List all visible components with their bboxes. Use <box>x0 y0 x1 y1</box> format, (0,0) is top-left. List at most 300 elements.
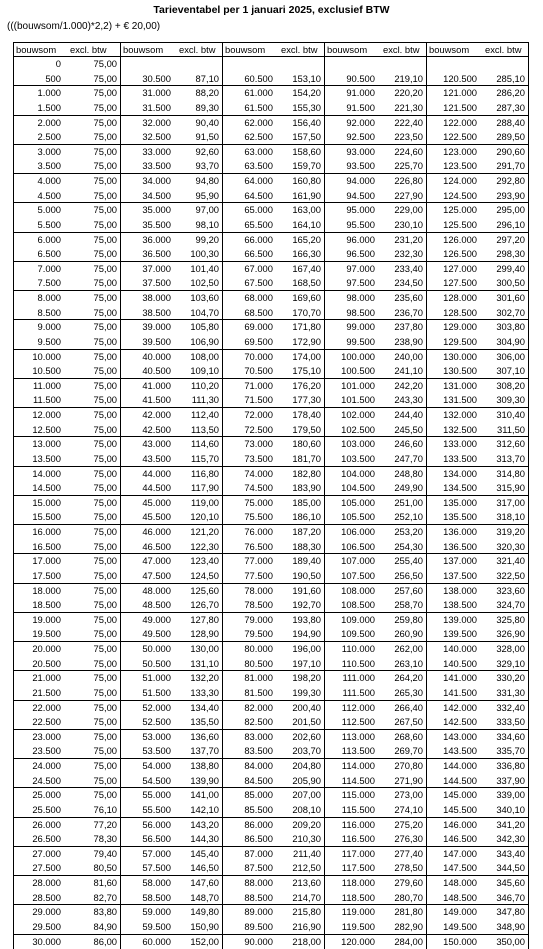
cell-bouwsom: 145.000 <box>427 788 480 803</box>
cell-excl-btw: 226,80 <box>378 174 426 189</box>
table-row <box>14 393 120 408</box>
cell-bouwsom: 6.500 <box>14 247 64 261</box>
cell-bouwsom: 22.500 <box>14 715 64 729</box>
cell-bouwsom: 91.000 <box>325 86 378 101</box>
cell-excl-btw: 95,90 <box>174 189 222 203</box>
table-row <box>223 525 324 540</box>
cell-bouwsom: 1.000 <box>14 86 64 101</box>
cell-excl-btw: 75,00 <box>64 116 120 131</box>
table-row <box>223 350 324 365</box>
cell-excl-btw: 79,40 <box>64 847 120 862</box>
table-row <box>223 408 324 423</box>
column-header <box>14 43 120 57</box>
table-row <box>325 861 426 876</box>
cell-bouwsom: 59.000 <box>121 905 174 920</box>
table-row <box>427 262 528 277</box>
table-row <box>427 452 528 467</box>
table-row <box>427 701 528 716</box>
cell-excl-btw: 307,10 <box>480 364 528 378</box>
cell-excl-btw: 279,60 <box>378 876 426 891</box>
cell-excl-btw: 75,00 <box>64 627 120 641</box>
column-rows <box>427 57 528 949</box>
table-row <box>14 876 120 891</box>
table-row <box>427 803 528 818</box>
cell-bouwsom: 140.000 <box>427 642 480 657</box>
cell-excl-btw: 256,50 <box>378 569 426 583</box>
cell-bouwsom: 25.500 <box>14 803 64 817</box>
column-rows <box>325 57 426 949</box>
header-bouwsom: bouwsom <box>223 43 279 56</box>
cell-bouwsom: 8.500 <box>14 306 64 320</box>
cell-excl-btw: 75,00 <box>64 408 120 423</box>
cell-excl-btw: 75,00 <box>64 569 120 583</box>
cell-bouwsom: 31.500 <box>121 101 174 115</box>
cell-bouwsom: 143.500 <box>427 744 480 758</box>
table-row <box>223 218 324 233</box>
cell-bouwsom: 98.000 <box>325 291 378 306</box>
table-row <box>427 350 528 365</box>
table-row <box>121 686 222 701</box>
table-row <box>223 876 324 891</box>
cell-bouwsom: 142.500 <box>427 715 480 729</box>
cell-bouwsom: 17.500 <box>14 569 64 583</box>
table-row <box>121 671 222 686</box>
cell-bouwsom: 98.500 <box>325 306 378 320</box>
cell-bouwsom: 33.000 <box>121 145 174 160</box>
cell-bouwsom: 94.000 <box>325 174 378 189</box>
cell-excl-btw: 302,70 <box>480 306 528 320</box>
cell-excl-btw: 229,00 <box>378 203 426 218</box>
table-row <box>121 174 222 189</box>
cell-excl-btw: 209,20 <box>276 818 324 833</box>
cell-excl-btw: 75,00 <box>64 774 120 788</box>
cell-excl-btw: 75,00 <box>64 364 120 378</box>
cell-excl-btw: 94,80 <box>174 174 222 189</box>
cell-excl-btw: 99,20 <box>174 233 222 248</box>
table-row <box>427 730 528 745</box>
cell-bouwsom: 139.500 <box>427 627 480 641</box>
cell-bouwsom: 24.500 <box>14 774 64 788</box>
cell-excl-btw: 163,00 <box>276 203 324 218</box>
cell-excl-btw: 122,30 <box>174 540 222 554</box>
table-row <box>325 320 426 335</box>
table-row <box>223 861 324 876</box>
table-row <box>427 584 528 599</box>
cell-excl-btw: 112,40 <box>174 408 222 423</box>
cell-excl-btw: 277,40 <box>378 847 426 862</box>
cell-bouwsom: 74.500 <box>223 481 276 495</box>
table-row <box>14 116 120 131</box>
table-row <box>223 320 324 335</box>
cell-excl-btw: 108,00 <box>174 350 222 365</box>
cell-excl-btw: 93,70 <box>174 159 222 173</box>
cell-bouwsom: 67.500 <box>223 276 276 290</box>
cell-bouwsom: 7.500 <box>14 276 64 290</box>
cell-excl-btw: 91,50 <box>174 130 222 144</box>
table-row <box>121 598 222 613</box>
cell-excl-btw: 223,50 <box>378 130 426 144</box>
table-row <box>325 393 426 408</box>
cell-excl-btw: 234,50 <box>378 276 426 290</box>
cell-excl-btw: 75,00 <box>64 657 120 671</box>
table-row <box>121 247 222 262</box>
table-row <box>325 57 426 72</box>
table-row <box>14 569 120 584</box>
cell-excl-btw: 221,30 <box>378 101 426 115</box>
cell-excl-btw: 201,50 <box>276 715 324 729</box>
table-row <box>223 832 324 847</box>
cell-bouwsom: 36.500 <box>121 247 174 261</box>
cell-bouwsom: 90.500 <box>325 72 378 86</box>
cell-excl-btw: 75,00 <box>64 525 120 540</box>
cell-bouwsom: 129.500 <box>427 335 480 349</box>
cell-excl-btw: 142,10 <box>174 803 222 817</box>
cell-bouwsom: 60.000 <box>121 935 174 949</box>
table-row <box>223 437 324 452</box>
cell-bouwsom: 133.000 <box>427 437 480 452</box>
cell-excl-btw: 188,30 <box>276 540 324 554</box>
tariff-table <box>13 42 529 949</box>
cell-excl-btw: 347,80 <box>480 905 528 920</box>
cell-excl-btw: 185,00 <box>276 496 324 511</box>
cell-bouwsom: 118.500 <box>325 891 378 905</box>
cell-excl-btw: 343,40 <box>480 847 528 862</box>
cell-bouwsom: 83.500 <box>223 744 276 758</box>
cell-excl-btw: 299,40 <box>480 262 528 277</box>
cell-bouwsom: 2.500 <box>14 130 64 144</box>
cell-bouwsom: 50.500 <box>121 657 174 671</box>
cell-bouwsom: 107.500 <box>325 569 378 583</box>
table-row <box>325 832 426 847</box>
cell-bouwsom: 70.000 <box>223 350 276 365</box>
cell-excl-btw: 75,00 <box>64 554 120 569</box>
table-row <box>121 540 222 555</box>
table-row <box>14 174 120 189</box>
cell-bouwsom: 23.000 <box>14 730 64 745</box>
cell-bouwsom: 32.500 <box>121 130 174 144</box>
cell-excl-btw: 240,00 <box>378 350 426 365</box>
table-row <box>325 174 426 189</box>
cell-excl-btw: 181,70 <box>276 452 324 466</box>
cell-bouwsom: 54.500 <box>121 774 174 788</box>
cell-excl-btw: 284,00 <box>378 935 426 949</box>
cell-excl-btw: 124,50 <box>174 569 222 583</box>
cell-excl-btw: 227,90 <box>378 189 426 203</box>
table-row <box>427 393 528 408</box>
cell-excl-btw: 111,30 <box>174 393 222 407</box>
table-row <box>14 540 120 555</box>
table-row <box>427 525 528 540</box>
cell-excl-btw: 97,00 <box>174 203 222 218</box>
table-row <box>427 686 528 701</box>
table-row <box>14 613 120 628</box>
table-row <box>325 876 426 891</box>
cell-bouwsom: 20.500 <box>14 657 64 671</box>
table-row <box>14 701 120 716</box>
cell-bouwsom: 77.000 <box>223 554 276 569</box>
cell-excl-btw: 130,00 <box>174 642 222 657</box>
table-row <box>14 452 120 467</box>
table-row <box>325 247 426 262</box>
cell-bouwsom: 90.000 <box>223 935 276 949</box>
table-row <box>121 130 222 145</box>
cell-bouwsom: 25.000 <box>14 788 64 803</box>
table-row <box>223 818 324 833</box>
table-row <box>325 116 426 131</box>
cell-bouwsom: 110.500 <box>325 657 378 671</box>
table-row <box>223 598 324 613</box>
table-row <box>325 920 426 935</box>
cell-excl-btw: 288,40 <box>480 116 528 131</box>
cell-bouwsom: 35.000 <box>121 203 174 218</box>
table-row <box>325 744 426 759</box>
cell-excl-btw: 243,30 <box>378 393 426 407</box>
table-row <box>223 467 324 482</box>
cell-excl-btw: 332,40 <box>480 701 528 716</box>
cell-excl-btw: 75,00 <box>64 613 120 628</box>
header-excl-btw: excl. btw <box>177 43 215 56</box>
table-row <box>14 203 120 218</box>
cell-excl-btw: 116,80 <box>174 467 222 482</box>
header-bouwsom: bouwsom <box>427 43 483 56</box>
cell-bouwsom: 44.000 <box>121 467 174 482</box>
cell-excl-btw: 120,10 <box>174 510 222 524</box>
cell-excl-btw: 75,00 <box>64 262 120 277</box>
cell-bouwsom: 128.000 <box>427 291 480 306</box>
cell-excl-btw: 245,50 <box>378 423 426 437</box>
cell-excl-btw: 253,20 <box>378 525 426 540</box>
cell-excl-btw: 75,00 <box>64 247 120 261</box>
cell-excl-btw: 306,00 <box>480 350 528 365</box>
cell-excl-btw: 136,60 <box>174 730 222 745</box>
table-row <box>121 393 222 408</box>
table-row <box>223 891 324 906</box>
table-column-1 <box>14 43 121 949</box>
cell-bouwsom: 7.000 <box>14 262 64 277</box>
table-row <box>121 145 222 160</box>
table-row <box>325 510 426 525</box>
cell-bouwsom: 82.000 <box>223 701 276 716</box>
cell-bouwsom: 52.500 <box>121 715 174 729</box>
table-row <box>325 657 426 672</box>
table-row <box>121 847 222 862</box>
cell-excl-btw: 75,00 <box>64 481 120 495</box>
table-row <box>325 379 426 394</box>
cell-excl-btw: 75,00 <box>64 276 120 290</box>
cell-bouwsom: 115.000 <box>325 788 378 803</box>
cell-excl-btw: 255,40 <box>378 554 426 569</box>
table-row <box>223 803 324 818</box>
table-row <box>14 72 120 87</box>
cell-excl-btw: 346,70 <box>480 891 528 905</box>
table-row <box>325 350 426 365</box>
cell-excl-btw: 149,80 <box>174 905 222 920</box>
cell-bouwsom: 61.000 <box>223 86 276 101</box>
cell-excl-btw: 87,10 <box>174 72 222 86</box>
table-row <box>121 306 222 321</box>
cell-bouwsom: 91.500 <box>325 101 378 115</box>
cell-excl-btw: 115,70 <box>174 452 222 466</box>
cell-bouwsom: 124.000 <box>427 174 480 189</box>
table-row <box>427 876 528 891</box>
cell-bouwsom: 34.000 <box>121 174 174 189</box>
cell-bouwsom: 61.500 <box>223 101 276 115</box>
cell-excl-btw: 75,00 <box>64 189 120 203</box>
table-row <box>325 496 426 511</box>
cell-bouwsom: 48.000 <box>121 584 174 599</box>
cell-bouwsom: 76.000 <box>223 525 276 540</box>
cell-bouwsom: 33.500 <box>121 159 174 173</box>
cell-bouwsom: 80.000 <box>223 642 276 657</box>
cell-excl-btw: 128,90 <box>174 627 222 641</box>
cell-bouwsom: 103.000 <box>325 437 378 452</box>
cell-bouwsom: 30.000 <box>14 935 64 949</box>
table-row <box>121 291 222 306</box>
cell-excl-btw: 252,10 <box>378 510 426 524</box>
table-row <box>121 481 222 496</box>
cell-excl-btw: 271,90 <box>378 774 426 788</box>
cell-bouwsom: 113.000 <box>325 730 378 745</box>
cell-bouwsom: 114.500 <box>325 774 378 788</box>
cell-excl-btw <box>174 57 222 72</box>
header-excl-btw: excl. btw <box>483 43 521 56</box>
cell-bouwsom: 13.500 <box>14 452 64 466</box>
cell-excl-btw: 303,80 <box>480 320 528 335</box>
cell-bouwsom: 75.000 <box>223 496 276 511</box>
cell-excl-btw: 104,70 <box>174 306 222 320</box>
cell-bouwsom: 22.000 <box>14 701 64 716</box>
cell-bouwsom: 63.500 <box>223 159 276 173</box>
cell-bouwsom: 73.500 <box>223 452 276 466</box>
cell-bouwsom: 45.000 <box>121 496 174 511</box>
table-row <box>325 613 426 628</box>
cell-bouwsom: 11.500 <box>14 393 64 407</box>
table-row <box>14 130 120 145</box>
cell-bouwsom: 88.500 <box>223 891 276 905</box>
cell-excl-btw: 317,00 <box>480 496 528 511</box>
table-row <box>427 189 528 204</box>
cell-excl-btw <box>276 57 324 72</box>
cell-excl-btw: 75,00 <box>64 393 120 407</box>
cell-excl-btw: 90,40 <box>174 116 222 131</box>
cell-bouwsom: 26.500 <box>14 832 64 846</box>
cell-bouwsom: 14.500 <box>14 481 64 495</box>
cell-bouwsom: 77.500 <box>223 569 276 583</box>
table-row <box>14 276 120 291</box>
cell-excl-btw: 75,00 <box>64 598 120 612</box>
table-row <box>427 715 528 730</box>
cell-bouwsom: 5.000 <box>14 203 64 218</box>
table-row <box>325 452 426 467</box>
table-row <box>427 613 528 628</box>
table-row <box>223 569 324 584</box>
cell-bouwsom: 93.000 <box>325 145 378 160</box>
table-row <box>427 920 528 935</box>
cell-bouwsom: 35.500 <box>121 218 174 232</box>
cell-excl-btw: 75,00 <box>64 642 120 657</box>
table-row <box>325 715 426 730</box>
table-row <box>14 101 120 116</box>
cell-excl-btw: 202,60 <box>276 730 324 745</box>
cell-bouwsom: 42.000 <box>121 408 174 423</box>
cell-excl-btw: 187,20 <box>276 525 324 540</box>
cell-bouwsom: 117.500 <box>325 861 378 875</box>
cell-bouwsom: 136.500 <box>427 540 480 554</box>
cell-bouwsom: 135.500 <box>427 510 480 524</box>
cell-bouwsom: 92.000 <box>325 116 378 131</box>
table-row <box>223 233 324 248</box>
cell-bouwsom: 44.500 <box>121 481 174 495</box>
table-row <box>325 467 426 482</box>
cell-bouwsom: 58.000 <box>121 876 174 891</box>
cell-excl-btw: 137,70 <box>174 744 222 758</box>
cell-excl-btw: 75,00 <box>64 730 120 745</box>
cell-bouwsom: 62.500 <box>223 130 276 144</box>
table-row <box>427 86 528 101</box>
cell-bouwsom: 63.000 <box>223 145 276 160</box>
cell-bouwsom: 136.000 <box>427 525 480 540</box>
table-column-2 <box>121 43 223 949</box>
table-row <box>427 320 528 335</box>
table-row <box>325 306 426 321</box>
cell-excl-btw: 143,20 <box>174 818 222 833</box>
cell-excl-btw: 167,40 <box>276 262 324 277</box>
table-row <box>121 569 222 584</box>
cell-excl-btw: 298,30 <box>480 247 528 261</box>
cell-bouwsom: 84.000 <box>223 759 276 774</box>
cell-excl-btw: 75,00 <box>64 496 120 511</box>
table-row <box>223 276 324 291</box>
cell-bouwsom: 69.000 <box>223 320 276 335</box>
table-row <box>427 642 528 657</box>
cell-excl-btw: 210,30 <box>276 832 324 846</box>
cell-bouwsom: 11.000 <box>14 379 64 394</box>
table-row <box>427 218 528 233</box>
table-row <box>325 203 426 218</box>
table-row <box>223 510 324 525</box>
table-row <box>14 744 120 759</box>
table-row <box>14 437 120 452</box>
cell-bouwsom: 142.000 <box>427 701 480 716</box>
cell-excl-btw: 134,40 <box>174 701 222 716</box>
cell-bouwsom: 16.500 <box>14 540 64 554</box>
cell-bouwsom: 58.500 <box>121 891 174 905</box>
cell-excl-btw: 325,80 <box>480 613 528 628</box>
cell-bouwsom: 95.000 <box>325 203 378 218</box>
table-row <box>223 452 324 467</box>
table-row <box>427 554 528 569</box>
cell-bouwsom: 141.000 <box>427 671 480 686</box>
table-row <box>427 481 528 496</box>
table-row <box>223 57 324 72</box>
cell-excl-btw: 75,00 <box>64 423 120 437</box>
cell-bouwsom: 38.500 <box>121 306 174 320</box>
cell-excl-btw: 339,00 <box>480 788 528 803</box>
cell-excl-btw: 313,70 <box>480 452 528 466</box>
cell-excl-btw: 75,00 <box>64 72 120 86</box>
table-row <box>223 335 324 350</box>
table-row <box>14 861 120 876</box>
cell-excl-btw: 105,80 <box>174 320 222 335</box>
table-row <box>325 803 426 818</box>
cell-bouwsom: 5.500 <box>14 218 64 232</box>
table-row <box>427 423 528 438</box>
table-row <box>223 130 324 145</box>
table-row <box>223 86 324 101</box>
cell-excl-btw: 119,00 <box>174 496 222 511</box>
cell-bouwsom: 132.500 <box>427 423 480 437</box>
cell-bouwsom: 37.500 <box>121 276 174 290</box>
